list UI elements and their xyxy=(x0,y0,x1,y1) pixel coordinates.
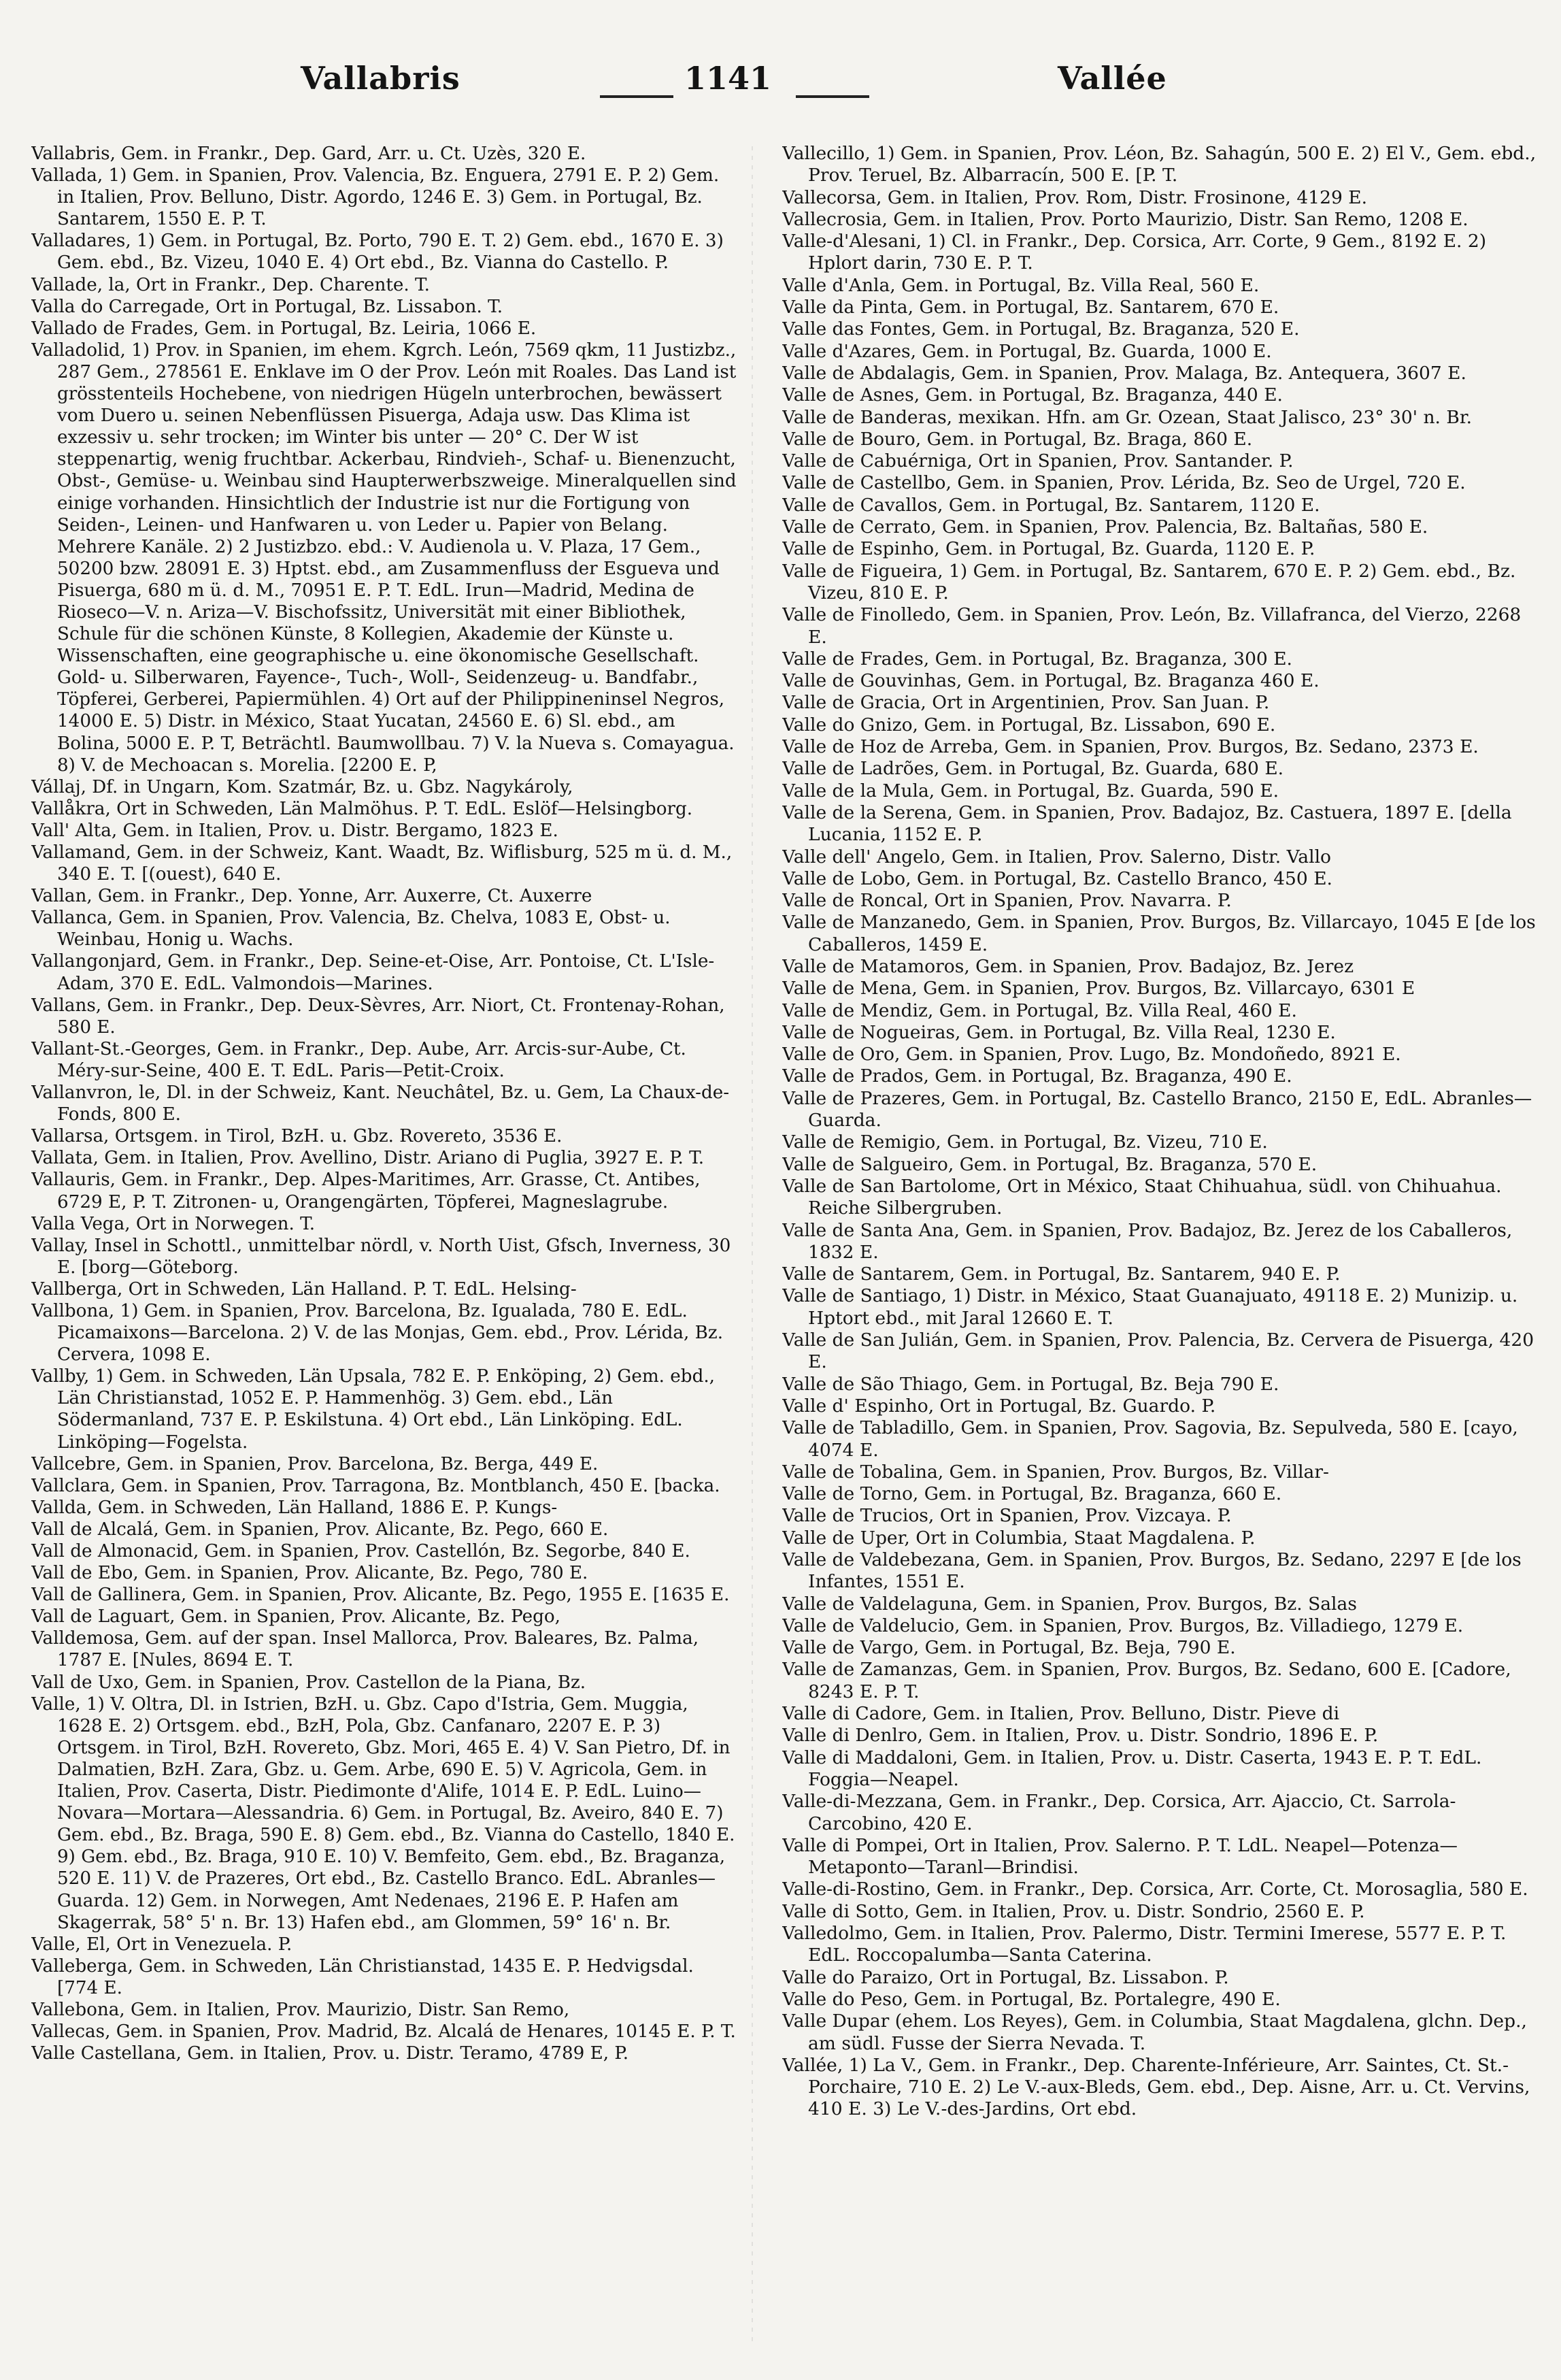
gazetteer-entry: Valle de la Serena, Gem. in Spanien, Prov. Badajoz, Bz. Castuera, 1897 E. [della Lucania, 1152 E. P. xyxy=(782,801,1512,846)
page-header xyxy=(0,60,1561,114)
gazetteer-entry: Vallanca, Gem. in Spanien, Prov. Valencia, Bz. Chelva, 1083 E, Obst- u. Weinbau, Honig u. Wachs. xyxy=(31,908,671,951)
column-gap xyxy=(752,146,753,2344)
right-column xyxy=(782,143,1537,2341)
gazetteer-entry: Vallada, 1) Gem. in Spanien, Prov. Valencia, Bz. Enguera, 2791 E. P. 2) Gem. in Italien, Prov. Belluno, Distr. Agordo, 1246 E. 3) Gem. in Portugal, Bz. Santarem, 1550 E. P. T. xyxy=(31,165,720,230)
gazetteer-entry: Valle de Castellbo, Gem. in Spanien, Prov. Lérida, Bz. Seo de Urgel, 720 E. xyxy=(782,472,1466,494)
gazetteer-entry: Valle de Mendiz, Gem. in Portugal, Bz. Villa Real, 460 E. xyxy=(782,999,1297,1021)
gazetteer-entry: Valladolid, 1) Prov. in Spanien, im ehem. Kgrch. León, 7569 qkm, 11 Justizbz., 287 Gem., 278561 E. Enklave im O der Prov. León mit Roales. Das Land ist grösstenteils Hochebene, von niedrigen Hügeln unterbrochen, bewässert vom Duero u. seinen Nebenflüssen Pisuerga, Adaja usw. Das Klima ist exzessiv u. sehr trocken; im Winter bis unter — 20° C. Der W ist steppenartig, wenig fruchtbar. Ackerbau, Rindvieh-, Schaf- u. Bienenzucht, Obst-, Gemüse- u. Weinbau sind Haupterwerbszweige. Mineralquellen sind einige vorhanden. Hinsichtlich der Industrie ist nur die Fortigung von Seiden-, Leinen- und Hanfwaren u. von Leder u. Papier von Belang. Mehrere Kanäle. 2) 2 Justizbzo. ebd.: V. Audienola u. V. Plaza, 17 Gem., 50200 bzw. 28091 E. 3) Hptst. ebd., am Zusammenfluss der Esgueva und Pisuerga, 680 m ü. d. M., 70951 E. P. T. EdL. Irun—Madrid, Medina de Rioseco—V. n. Ariza—V. Bischofssitz, Universität mit einer Bibliothek, Schule für die schönen Künste, 8 Kollegien, Akademie der Künste u. Wissenschaften, eine geographische u. eine ökonomische Gesellschaft. Gold- u. Silberwaren, Fayence-, Tuch-, Woll-, Seidenzeug- u. Bandfabr., Töpferei, Gerberei, Papiermühlen. 4) Ort auf der Philippineninsel Negros, 14000 E. 5) Distr. in México, Staat Yucatan, 24560 E. 6) Sl. ebd., am Bolina, 5000 E. P. T, Beträchtl. Baumwollbau. 7) V. la Nueva s. Comayagua. 8) V. de Mechoacan s. Morelia. [2200 E. P, xyxy=(31,340,737,776)
gazetteer-entry: Vallberga, Ort in Schweden, Län Halland. P. T. EdL. Helsing- xyxy=(31,1278,577,1300)
gazetteer-entry: Valle de Uper, Ort in Columbia, Staat Magdalena. P. xyxy=(782,1527,1256,1549)
gazetteer-entry: Vallarsa, Ortsgem. in Tirol, BzH. u. Gbz. Rovereto, 3536 E. xyxy=(31,1126,563,1147)
gazetteer-entry: Valle di Denlro, Gem. in Italien, Prov. u. Distr. Sondrio, 1896 E. P. xyxy=(782,1725,1379,1747)
gazetteer-entry: Vallata, Gem. in Italien, Prov. Avellino, Distr. Ariano di Puglia, 3927 E. P. T. xyxy=(31,1148,705,1169)
gazetteer-entry: Valle de Matamoros, Gem. in Spanien, Prov. Badajoz, Bz. Jerez xyxy=(782,955,1354,977)
header-rule-right xyxy=(796,95,869,98)
gazetteer-entry: Valle do Peso, Gem. in Portugal, Bz. Portalegre, 490 E. xyxy=(782,1988,1281,2010)
gazetteer-entry: Valle de Tabladillo, Gem. in Spanien, Prov. Sagovia, Bz. Sepulveda, 580 E. [cayo, 4074 E. xyxy=(782,1417,1518,1461)
gazetteer-entry: Valle de Hoz de Arreba, Gem. in Spanien, Prov. Burgos, Bz. Sedano, 2373 E. xyxy=(782,736,1479,758)
gazetteer-entry: Vallay, Insel in Schottl., unmittelbar nördl, v. North Uist, Gfsch, Inverness, 30 E. [borg—Göteborg. xyxy=(31,1235,731,1278)
gazetteer-entry: Vallan, Gem. in Frankr., Dep. Yonne, Arr. Auxerre, Ct. Auxerre xyxy=(31,886,592,907)
gazetteer-entry: Valledolmo, Gem. in Italien, Prov. Palermo, Distr. Termini Imerese, 5577 E. P. T. EdL. Roccopalumba—Santa Caterina. xyxy=(782,1923,1507,1966)
gazetteer-entry: Valle de Prazeres, Gem. in Portugal, Bz. Castello Branco, 2150 E, EdL. Abranles—Guarda. xyxy=(782,1087,1532,1131)
gazetteer-entry: Vallda, Gem. in Schweden, Län Halland, 1886 E. P. Kungs- xyxy=(31,1497,558,1518)
gazetteer-entry: Valle de Oro, Gem. in Spanien, Prov. Lugo, Bz. Mondoñedo, 8921 E. xyxy=(782,1044,1401,1065)
gazetteer-entry: Valle-di-Mezzana, Gem. in Frankr., Dep. Corsica, Arr. Ajaccio, Ct. Sarrola-Carcobino, 420 E. xyxy=(782,1791,1456,1834)
gazetteer-entry: Valla Vega, Ort in Norwegen. T. xyxy=(31,1213,316,1234)
gazetteer-entry: Valle de Cerrato, Gem. in Spanien, Prov. Palencia, Bz. Baltañas, 580 E. xyxy=(782,516,1428,538)
gazetteer-entry: Vállaj, Df. in Ungarn, Kom. Szatmár, Bz. u. Gbz. Nagykároly, xyxy=(31,776,573,797)
gazetteer-entry: Vall de Gallinera, Gem. in Spanien, Prov. Alicante, Bz. Pego, 1955 E. [1635 E. xyxy=(31,1585,730,1606)
gazetteer-entry: Valle de Santa Ana, Gem. in Spanien, Prov. Badajoz, Bz. Jerez de los Caballeros, 1832 E. xyxy=(782,1219,1513,1263)
gazetteer-entry: Valle-d'Alesani, 1) Cl. in Frankr., Dep. Corsica, Arr. Corte, 9 Gem., 8192 E. 2) Hplort darin, 730 E. P. T. xyxy=(782,231,1487,274)
gazetteer-entry: Valle do Gnizo, Gem. in Portugal, Bz. Lissabon, 690 E. xyxy=(782,714,1276,736)
header-rule-left xyxy=(600,95,673,98)
gazetteer-entry: Valle di Pompei, Ort in Italien, Prov. Salerno. P. T. LdL. Neapel—Potenza—Metaponto—Taranl—Brindisi. xyxy=(782,1834,1458,1879)
running-head-left: Vallabris xyxy=(301,60,460,97)
gazetteer-entry: Valle de Tobalina, Gem. in Spanien, Prov. Burgos, Bz. Villar- xyxy=(782,1461,1329,1483)
gazetteer-entry: Valle de Bouro, Gem. in Portugal, Bz. Braga, 860 E. xyxy=(782,428,1253,450)
gazetteer-entry: Valle, 1) V. Oltra, Dl. in Istrien, BzH. u. Gbz. Capo d'Istria, Gem. Muggia, 1628 E. 2) Ortsgem. ebd., BzH, Pola, Gbz. Canfanaro, 2207 E. P. 3) Ortsgem. in Tirol, BzH. Rovereto, Gbz. Mori, 465 E. 4) V. San Pietro, Df. in Dalmatien, BzH. Zara, Gbz. u. Gem. Arbe, 690 E. 5) V. Agricola, Gem. in Italien, Prov. Caserta, Distr. Piedimonte d'Alife, 1014 E. P. EdL. Luino—Novara—Mortara—Alessandria. 6) Gem. in Portugal, Bz. Aveiro, 840 E. 7) Gem. ebd., Bz. Braga, 590 E. 8) Gem. ebd., Bz. Vianna do Castello, 1840 E. 9) Gem. ebd., Bz. Braga, 910 E. 10) V. Bemfeito, Gem. ebd., Bz. Braganza, 520 E. 11) V. de Prazeres, Ort ebd., Bz. Castello Branco. EdL. Abranles—Guarda. 12) Gem. in Norwegen, Amt Nedenaes, 2196 E. P. Hafen am Skagerrak, 58° 5' n. Br. 13) Hafen ebd., am Glommen, 59° 16' n. Br. xyxy=(31,1693,735,1933)
gazetteer-entry: Valle de Ladrões, Gem. in Portugal, Bz. Guarda, 680 E. xyxy=(782,758,1284,780)
gazetteer-entry: Valle de Valdebezana, Gem. in Spanien, Prov. Burgos, Bz. Sedano, 2297 E [de los Infantes, 1551 E. xyxy=(782,1549,1522,1593)
gazetteer-entry: Vall de Almonacid, Gem. in Spanien, Prov. Castellón, Bz. Segorbe, 840 E. xyxy=(31,1541,690,1561)
gazetteer-entry: Vallans, Gem. in Frankr., Dep. Deux-Sèvres, Arr. Niort, Ct. Frontenay-Rohan, 580 E. xyxy=(31,995,725,1038)
gazetteer-entry: Valle di Maddaloni, Gem. in Italien, Prov. u. Distr. Caserta, 1943 E. P. T. EdL. Foggia—Neapel. xyxy=(782,1747,1482,1790)
gazetteer-entry: Valle di Sotto, Gem. in Italien, Prov. u. Distr. Sondrio, 2560 E. P. xyxy=(782,1900,1365,1922)
gazetteer-entry: Valle de San Julián, Gem. in Spanien, Prov. Palencia, Bz. Cervera de Pisuerga, 420 E. xyxy=(782,1329,1534,1373)
gazetteer-entry: Vallado de Frades, Gem. in Portugal, Bz. Leiria, 1066 E. xyxy=(31,318,537,339)
gazetteer-entry: Valle de Santiago, 1) Distr. in México, Staat Guanajuato, 49118 E. 2) Munizip. u. Hptort ebd., mit Jaral 12660 E. T. xyxy=(782,1285,1518,1329)
gazetteer-entry: Valle de Roncal, Ort in Spanien, Prov. Navarra. P. xyxy=(782,890,1232,912)
left-column xyxy=(31,143,739,2341)
gazetteer-entry: Vallåkra, Ort in Schweden, Län Malmöhus. P. T. EdL. Eslöf—Helsingborg. xyxy=(31,798,693,819)
gazetteer-entry: Valle de Gracia, Ort in Argentinien, Prov. San Juan. P. xyxy=(782,692,1270,714)
gazetteer-entry: Valle de Cabuérniga, Ort in Spanien, Prov. Santander. P. xyxy=(782,450,1294,472)
gazetteer-entry: Valla do Carregade, Ort in Portugal, Bz. Lissabon. T. xyxy=(31,296,503,317)
gazetteer-entry: Vallby, 1) Gem. in Schweden, Län Upsala, 782 E. P. Enköping, 2) Gem. ebd., Län Christianstad, 1052 E. P. Hammenhög. 3) Gem. ebd., Län Södermanland, 737 E. P. Eskilstuna. 4) Ort ebd., Län Linköping. EdL. Linköping—Fogelsta. xyxy=(31,1366,715,1453)
gazetteer-entry: Valle de Gouvinhas, Gem. in Portugal, Bz. Braganza 460 E. xyxy=(782,670,1320,692)
gazetteer-entry: Valle, El, Ort in Venezuela. P. xyxy=(31,1934,292,1955)
gazetteer-entry: Valle de Remigio, Gem. in Portugal, Bz. Vizeu, 710 E. xyxy=(782,1131,1268,1153)
gazetteer-entry: Vallcebre, Gem. in Spanien, Prov. Barcelona, Bz. Berga, 449 E. xyxy=(31,1453,599,1474)
gazetteer-entry: Valle de Figueira, 1) Gem. in Portugal, Bz. Santarem, 670 E. P. 2) Gem. ebd., Bz. Vizeu, 810 E. P. xyxy=(782,560,1516,604)
page-number: 1141 xyxy=(684,60,772,97)
gazetteer-entry: Vallade, la, Ort in Frankr., Dep. Charente. T. xyxy=(31,274,430,295)
gazetteer-entry: Valladares, 1) Gem. in Portugal, Bz. Porto, 790 E. T. 2) Gem. ebd., 1670 E. 3) Gem. ebd., Bz. Vizeu, 1040 E. 4) Ort ebd., Bz. Vianna do Castello. P. xyxy=(31,231,724,274)
gazetteer-entry: Valle do Paraizo, Ort in Portugal, Bz. Lissabon. P. xyxy=(782,1966,1229,1988)
gazetteer-entry: Valle dell' Angelo, Gem. in Italien, Prov. Salerno, Distr. Vallo xyxy=(782,846,1332,867)
gazetteer-entry: Valle de Asnes, Gem. in Portugal, Bz. Braganza, 440 E. xyxy=(782,384,1283,406)
gazetteer-entry: Valle d'Anla, Gem. in Portugal, Bz. Villa Real, 560 E. xyxy=(782,274,1260,296)
gazetteer-entry: Valle de Espinho, Gem. in Portugal, Bz. Guarda, 1120 E. P. xyxy=(782,538,1315,560)
gazetteer-entry: Vallecorsa, Gem. in Italien, Prov. Rom, Distr. Frosinone, 4129 E. xyxy=(782,186,1368,208)
gazetteer-entry: Vallamand, Gem. in der Schweiz, Kant. Waadt, Bz. Wiflisburg, 525 m ü. d. M., 340 E. T. [(ouest), 640 E. xyxy=(31,842,733,885)
gazetteer-entry: Valle de Torno, Gem. in Portugal, Bz. Braganza, 660 E. xyxy=(782,1483,1282,1505)
gazetteer-entry: Valle de Frades, Gem. in Portugal, Bz. Braganza, 300 E. xyxy=(782,648,1292,670)
gazetteer-entry: Valle de Abdalagis, Gem. in Spanien, Prov. Malaga, Bz. Antequera, 3607 E. xyxy=(782,362,1466,384)
gazetteer-entry: Valle de Prados, Gem. in Portugal, Bz. Braganza, 490 E. xyxy=(782,1065,1292,1087)
gazetteer-entry: Valldemosa, Gem. auf der span. Insel Mallorca, Prov. Baleares, Bz. Palma, 1787 E. [Nules, 8694 E. T. xyxy=(31,1628,699,1671)
gazetteer-entry: Vall de Alcalá, Gem. in Spanien, Prov. Alicante, Bz. Pego, 660 E. xyxy=(31,1519,609,1540)
gazetteer-entry: Vallecillo, 1) Gem. in Spanien, Prov. Léon, Bz. Sahagún, 500 E. 2) El V., Gem. ebd., Prov. Teruel, Bz. Albarracín, 500 E. [P. T. xyxy=(782,143,1537,186)
gazetteer-entry: Valle di Cadore, Gem. in Italien, Prov. Belluno, Distr. Pieve di xyxy=(782,1703,1340,1725)
gazetteer-entry: Vall de Laguart, Gem. in Spanien, Prov. Alicante, Bz. Pego, xyxy=(31,1606,560,1627)
gazetteer-entry: Valle de Santarem, Gem. in Portugal, Bz. Santarem, 940 E. P. xyxy=(782,1263,1341,1285)
gazetteer-entry: Vall de Ebo, Gem. in Spanien, Prov. Alicante, Bz. Pego, 780 E. xyxy=(31,1563,588,1584)
gazetteer-entry: Vallée, 1) La V., Gem. in Frankr., Dep. Charente-Inférieure, Arr. Saintes, Ct. St.-Porchaire, 710 E. 2) Le V.-aux-Bleds, Gem. ebd., Dep. Aisne, Arr. u. Ct. Vervins, 410 E. 3) Le V.-des-Jardins, Ort ebd. xyxy=(782,2054,1530,2120)
gazetteer-entry: Valle-di-Rostino, Gem. in Frankr., Dep. Corsica, Arr. Corte, Ct. Morosaglia, 580 E. xyxy=(782,1879,1528,1900)
gazetteer-entry: Valle de Salgueiro, Gem. in Portugal, Bz. Braganza, 570 E. xyxy=(782,1153,1317,1175)
gazetteer-entry: Valle de Trucios, Ort in Spanien, Prov. Vizcaya. P. xyxy=(782,1505,1232,1527)
gazetteer-entry: Vallebona, Gem. in Italien, Prov. Maurizio, Distr. San Remo, xyxy=(31,1999,570,2020)
gazetteer-entry: Valle de Banderas, mexikan. Hfn. am Gr. Ozean, Staat Jalisco, 23° 30' n. Br. xyxy=(782,406,1473,428)
gazetteer-entry: Valle d' Espinho, Ort in Portugal, Bz. Guardo. P. xyxy=(782,1395,1216,1417)
gazetteer-entry: Vallclara, Gem. in Spanien, Prov. Tarragona, Bz. Montblanch, 450 E. [backa. xyxy=(31,1475,720,1496)
gazetteer-entry: Vallabris, Gem. in Frankr., Dep. Gard, Arr. u. Ct. Uzès, 320 E. xyxy=(31,144,586,164)
gazetteer-entry: Valle d'Azares, Gem. in Portugal, Bz. Guarda, 1000 E. xyxy=(782,340,1272,362)
gazetteer-entry: Vallecrosia, Gem. in Italien, Prov. Porto Maurizio, Distr. San Remo, 1208 E. xyxy=(782,208,1468,230)
gazetteer-entry: Valle das Fontes, Gem. in Portugal, Bz. Braganza, 520 E. xyxy=(782,318,1300,340)
gazetteer-entry: Valle de Vargo, Gem. in Portugal, Bz. Beja, 790 E. xyxy=(782,1637,1236,1659)
gazetteer-entry: Valle de Manzanedo, Gem. in Spanien, Prov. Burgos, Bz. Villarcayo, 1045 E [de los Caballeros, 1459 E. xyxy=(782,912,1536,955)
gazetteer-entry: Valle de Mena, Gem. in Spanien, Prov. Burgos, Bz. Villarcayo, 6301 E xyxy=(782,978,1415,999)
gazetteer-entry: Valle de Finolledo, Gem. in Spanien, Prov. León, Bz. Villafranca, del Vierzo, 2268 E. xyxy=(782,604,1522,648)
gazetteer-entry: Valle de São Thiago, Gem. in Portugal, Bz. Beja 790 E. xyxy=(782,1373,1279,1395)
gazetteer-entry: Vallauris, Gem. in Frankr., Dep. Alpes-Maritimes, Arr. Grasse, Ct. Antibes, 6729 E, P. T. Zitronen- u, Orangengärten, Töpferei, Magneslagrube. xyxy=(31,1170,701,1212)
gazetteer-entry: Vallant-St.-Georges, Gem. in Frankr., Dep. Aube, Arr. Arcis-sur-Aube, Ct. Méry-sur-Seine, 400 E. T. EdL. Paris—Petit-Croix. xyxy=(31,1038,686,1081)
gazetteer-entry: Valle de Zamanzas, Gem. in Spanien, Prov. Burgos, Bz. Sedano, 600 E. [Cadore, 8243 E. P. T. xyxy=(782,1659,1511,1702)
gazetteer-entry: Valle Dupar (ehem. Los Reyes), Gem. in Columbia, Staat Magdalena, glchn. Dep., am südl. Fusse der Sierra Nevada. T. xyxy=(782,2011,1527,2054)
gazetteer-entry: Vall' Alta, Gem. in Italien, Prov. u. Distr. Bergamo, 1823 E. xyxy=(31,820,558,841)
gazetteer-entry: Valle de Valdelucio, Gem. in Spanien, Prov. Burgos, Bz. Villadiego, 1279 E. xyxy=(782,1615,1464,1636)
gazetteer-entry: Valle de Valdelaguna, Gem. in Spanien, Prov. Burgos, Bz. Salas xyxy=(782,1593,1357,1615)
gazetteer-entry: Valle de Nogueiras, Gem. in Portugal, Bz. Villa Real, 1230 E. xyxy=(782,1021,1336,1043)
gazetteer-entry: Valle de Lobo, Gem. in Portugal, Bz. Castello Branco, 450 E. xyxy=(782,867,1332,889)
gazetteer-entry: Valleberga, Gem. in Schweden, Län Christianstad, 1435 E. P. Hedvigsdal. [774 E. xyxy=(31,1955,694,1998)
gazetteer-entry: Valle de la Mula, Gem. in Portugal, Bz. Guarda, 590 E. xyxy=(782,780,1279,801)
running-head-right: Vallée xyxy=(1058,60,1167,97)
gazetteer-entry: Valle da Pinta, Gem. in Portugal, Bz. Santarem, 670 E. xyxy=(782,297,1279,318)
gazetteer-entry: Vallanvron, le, Dl. in der Schweiz, Kant. Neuchâtel, Bz. u. Gem, La Chaux-de-Fonds, 800 E. xyxy=(31,1082,730,1125)
gazetteer-entry: Valle Castellana, Gem. in Italien, Prov. u. Distr. Teramo, 4789 E, P. xyxy=(31,2043,629,2064)
gazetteer-entry: Vallecas, Gem. in Spanien, Prov. Madrid, Bz. Alcalá de Henares, 10145 E. P. T. xyxy=(31,2021,736,2043)
gazetteer-entry: Valle de San Bartolome, Ort in México, Staat Chihuahua, südl. von Chihuahua. Reiche Silbergruben. xyxy=(782,1175,1502,1219)
gazetteer-entry: Vall de Uxo, Gem. in Spanien, Prov. Castellon de la Piana, Bz. xyxy=(31,1672,586,1693)
gazetteer-entry: Valle de Cavallos, Gem. in Portugal, Bz. Santarem, 1120 E. xyxy=(782,494,1320,516)
gazetteer-entry: Vallbona, 1) Gem. in Spanien, Prov. Barcelona, Bz. Igualada, 780 E. EdL. Picamaixons—Barcelona. 2) V. de las Monjas, Gem. ebd., Prov. Lérida, Bz. Cervera, 1098 E. xyxy=(31,1300,724,1366)
gazetteer-entry: Vallangonjard, Gem. in Frankr., Dep. Seine-et-Oise, Arr. Pontoise, Ct. L'Isle-Adam, 370 E. EdL. Valmondois—Marines. xyxy=(31,951,715,994)
